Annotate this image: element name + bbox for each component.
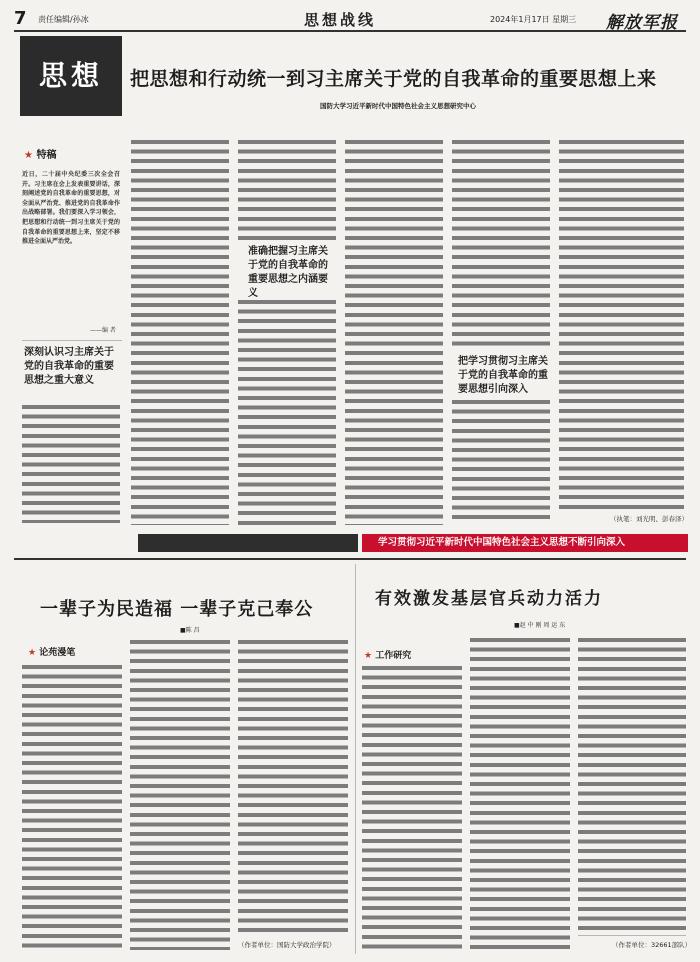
body-column-3a bbox=[238, 140, 336, 240]
body-column-5a bbox=[452, 140, 550, 350]
body-column-3b bbox=[238, 300, 336, 525]
column-logo: 思想 bbox=[20, 36, 122, 116]
divider bbox=[22, 340, 122, 341]
series-banner: 学习贯彻习近平新时代中国特色社会主义思想不断引向深入 bbox=[362, 534, 688, 552]
subhead-2: 准确把握习主席关于党的自我革命的重要思想之内涵要义 bbox=[248, 246, 328, 299]
right-body-col1 bbox=[362, 666, 462, 950]
subhead-1: 深刻认识习主席关于党的自我革命的重要思想之重大意义 bbox=[24, 347, 114, 386]
star-icon: ★ bbox=[28, 648, 37, 658]
left-article-source: （作者单位：国防大学政治学院） bbox=[238, 941, 336, 949]
left-tag-text: 论苑漫笔 bbox=[39, 648, 76, 658]
special-label bbox=[24, 146, 114, 164]
left-body-col1 bbox=[22, 665, 122, 950]
issue-date: 2024年1月17日 星期三 bbox=[490, 15, 577, 24]
right-article-tag bbox=[364, 648, 411, 661]
newspaper-logo: 解放军报 bbox=[606, 13, 678, 33]
body-column-6 bbox=[559, 140, 684, 510]
star-icon: ★ bbox=[364, 651, 373, 661]
left-article-author: ■陈 昌 bbox=[180, 627, 200, 634]
star-icon: ★ bbox=[24, 150, 33, 161]
right-article-author: ■赵 中 刚 周 运 东 bbox=[514, 622, 566, 629]
section-title: 思想战线 bbox=[304, 11, 377, 29]
main-byline: 国防大学习近平新时代中国特色社会主义思想研究中心 bbox=[320, 102, 476, 110]
right-body-col2 bbox=[470, 638, 570, 950]
section-divider bbox=[14, 558, 686, 560]
page-number: 7 bbox=[14, 8, 27, 29]
body-column-1 bbox=[22, 405, 120, 523]
right-tag-text: 工作研究 bbox=[375, 651, 412, 661]
right-body-col3 bbox=[578, 638, 686, 936]
intro-sign: ——编 者 bbox=[90, 327, 116, 334]
left-article-tag bbox=[28, 645, 75, 658]
special-label-text: 特稿 bbox=[36, 150, 57, 161]
main-headline: 把思想和行动统一到习主席关于党的自我革命的重要思想上来 bbox=[130, 68, 657, 90]
body-column-5b bbox=[452, 400, 550, 525]
body-column-2 bbox=[131, 140, 229, 525]
right-article-source: （作者单位：32661部队） bbox=[612, 941, 692, 949]
banner-left-bar bbox=[138, 534, 358, 552]
subhead-3: 把学习贯彻习主席关于党的自我革命的重要思想引向深入 bbox=[458, 356, 548, 395]
left-body-col3 bbox=[238, 640, 348, 936]
right-article-title: 有效激发基层官兵动力活力 bbox=[375, 589, 603, 609]
page-header bbox=[14, 8, 686, 32]
left-article-title: 一辈子为民造福 一辈子克己奉公 bbox=[40, 599, 314, 620]
left-body-col2 bbox=[130, 640, 230, 950]
column-divider bbox=[355, 564, 356, 954]
main-end-sign: （执笔：刘光明、彭春泽） bbox=[610, 515, 688, 523]
intro-text: 近日，二十届中央纪委三次全会召开。习主席在会上发表重要讲话，深刻阐述党的自我革命的重要思想，对全面从严治党、推进党的自我革命作出战略部署。我们要深入学习领会，把思想和行动统一到习主席关于党的自我革命的重要思想上来，坚定不移推进全面从严治党。 bbox=[22, 171, 120, 246]
body-column-4 bbox=[345, 140, 443, 525]
editor-credit: 责任编辑/孙冰 bbox=[38, 15, 89, 24]
